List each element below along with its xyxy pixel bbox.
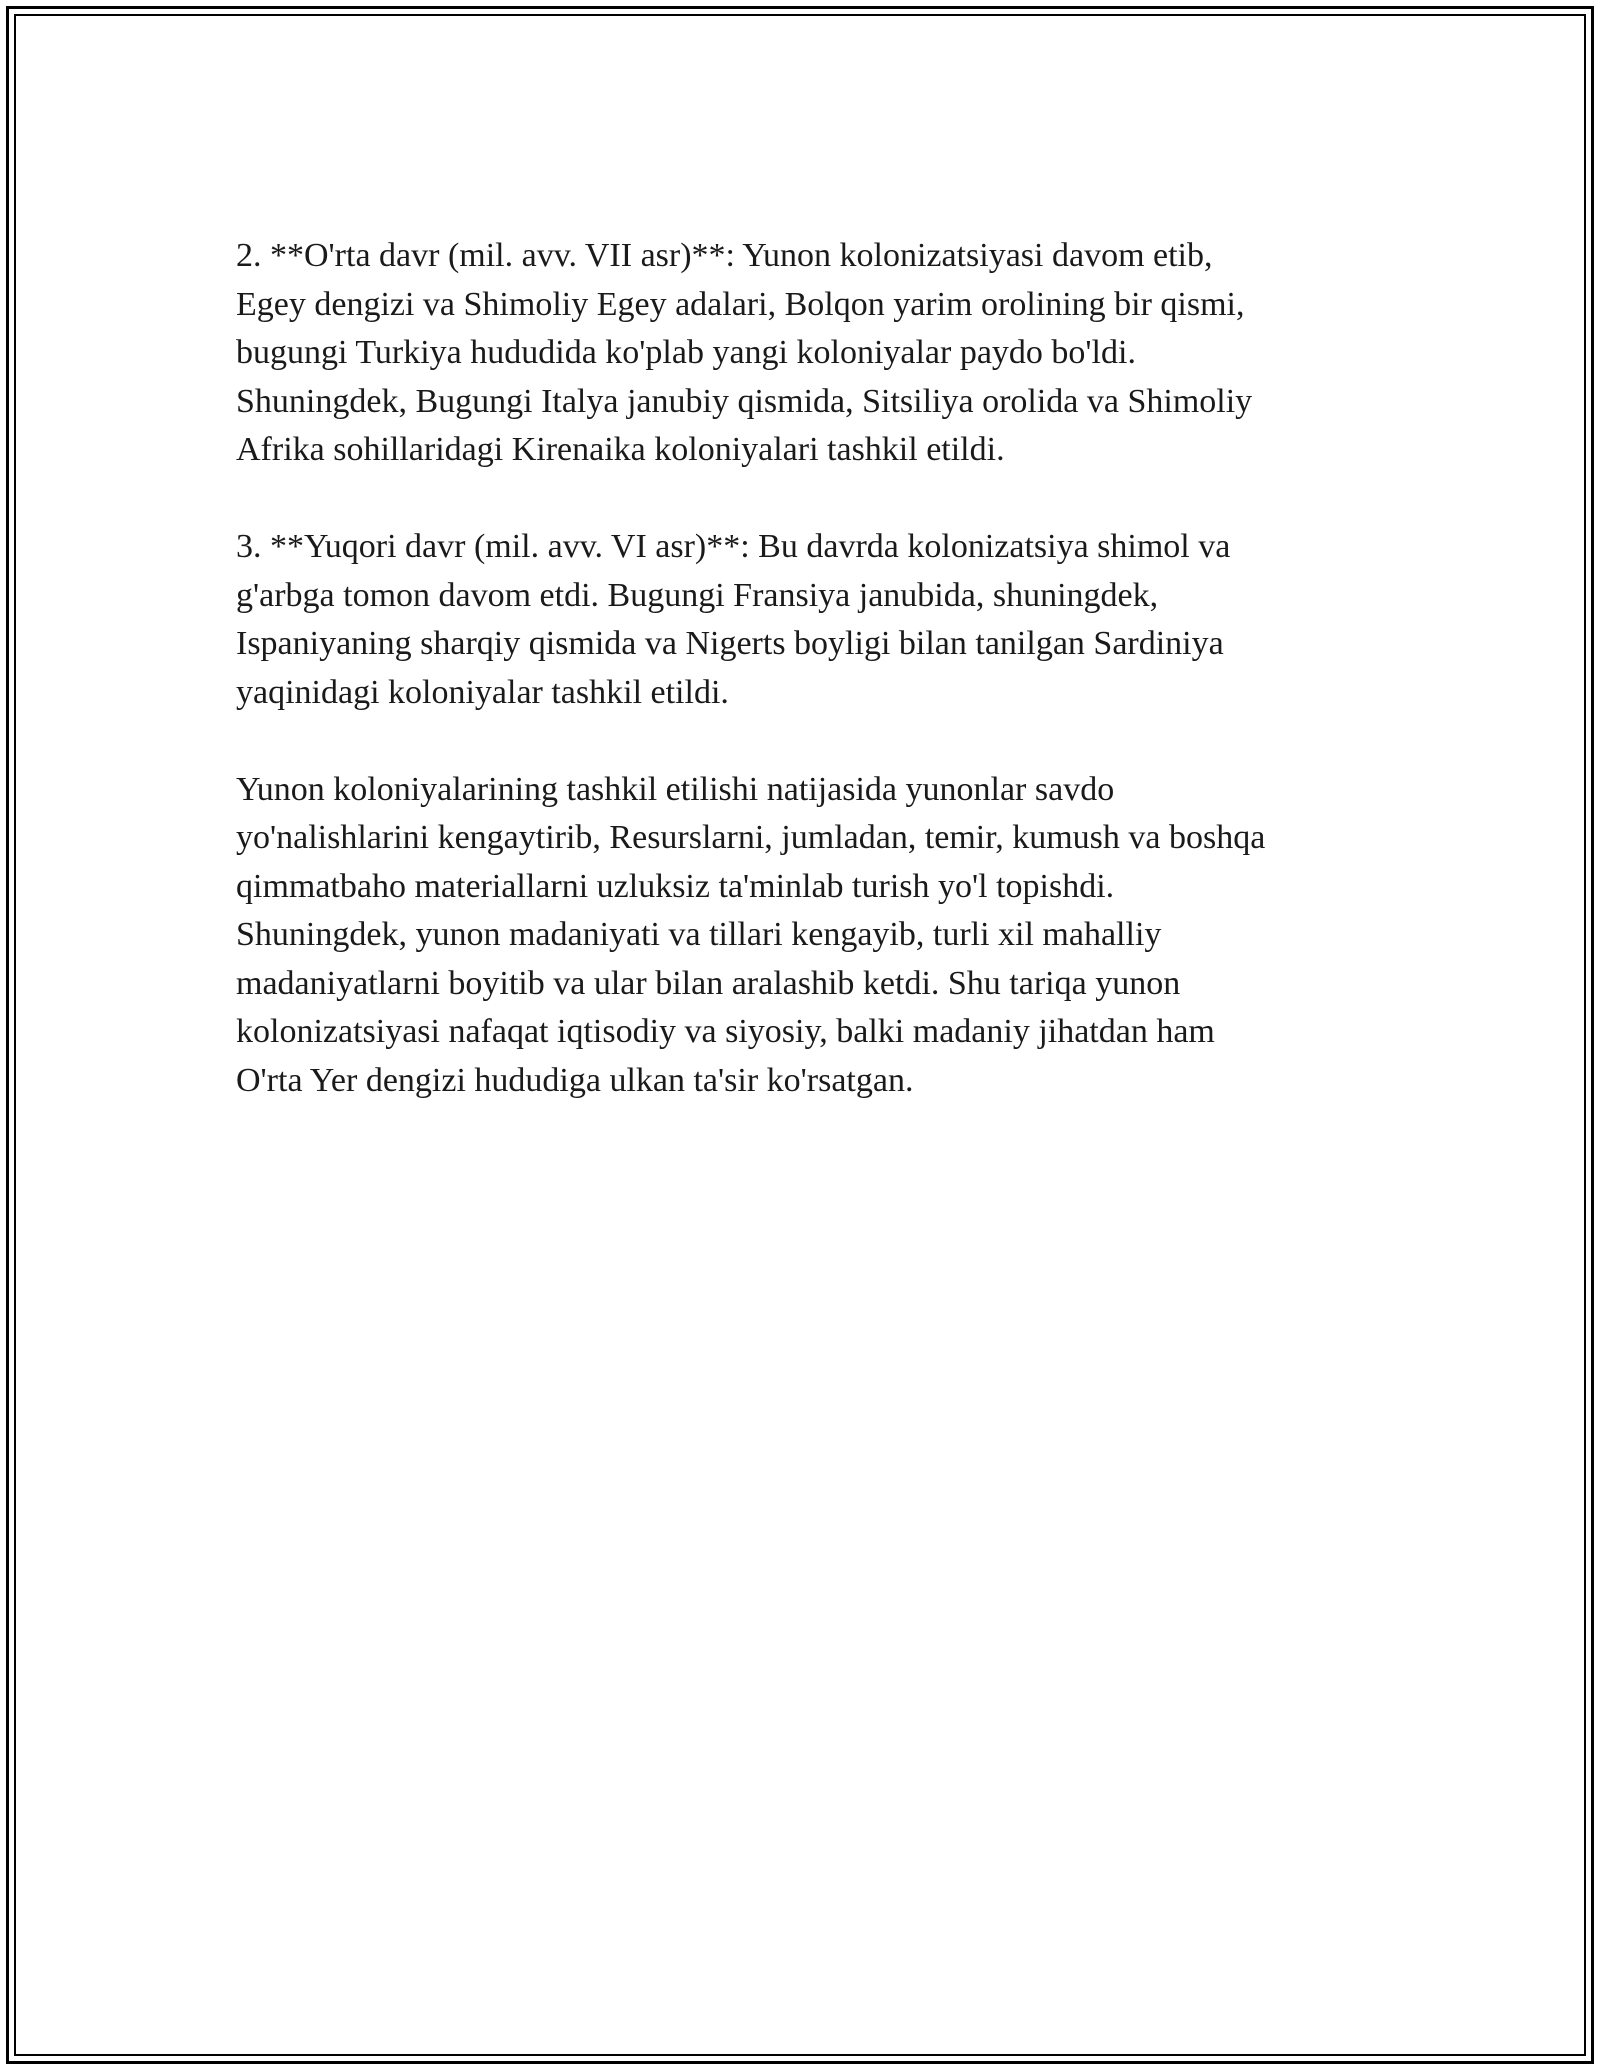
document-body: [236, 232, 1356, 1154]
paragraph-upper-period: 3. **Yuqori davr (mil. avv. VI asr)**: Bu davrda kolonizatsiya shimol va g'arbga tomon davom etdi. Bugungi Fransiya janubida, shuningdek, Ispaniyaning sharqiy qismida va Nigerts boyligi bilan tanilgan Sardiniya yaqinidagi koloniyalar tashkil etildi.: [236, 528, 1231, 711]
paragraph-conclusion: Yunon koloniyalarining tashkil etilishi natijasida yunonlar savdo yo'nalishlarini kengaytirib, Resurslarni, jumladan, temir, kumush va boshqa qimmatbaho materiallarni uzluksiz ta'minlab turish yo'l topishdi. Shuningdek, yunon madaniyati va tillari kengayib, turli xil mahalliy madaniyatlarni boyitib va ular bilan aralashib ketdi. Shu tariqa yunon kolonizatsiyasi nafaqat iqtisodiy va siyosiy, balki madaniy jihatdan ham O'rta Yer dengizi hududiga ulkan ta'sir ko'rsatgan.: [236, 770, 1266, 1099]
paragraph-middle-period: 2. **O'rta davr (mil. avv. VII asr)**: Yunon kolonizatsiyasi davom etib, Egey dengizi va Shimoliy Egey adalari, Bolqon yarim orolining bir qismi, bugungi Turkiya hududida ko'plab yangi koloniyalar paydo bo'ldi. Shuningdek, Bugungi Italya janubiy qismida, Sitsiliya orolida va Shimoliy Afrika sohillaridagi Kirenaika koloniyalari tashkil etildi.: [236, 237, 1253, 468]
